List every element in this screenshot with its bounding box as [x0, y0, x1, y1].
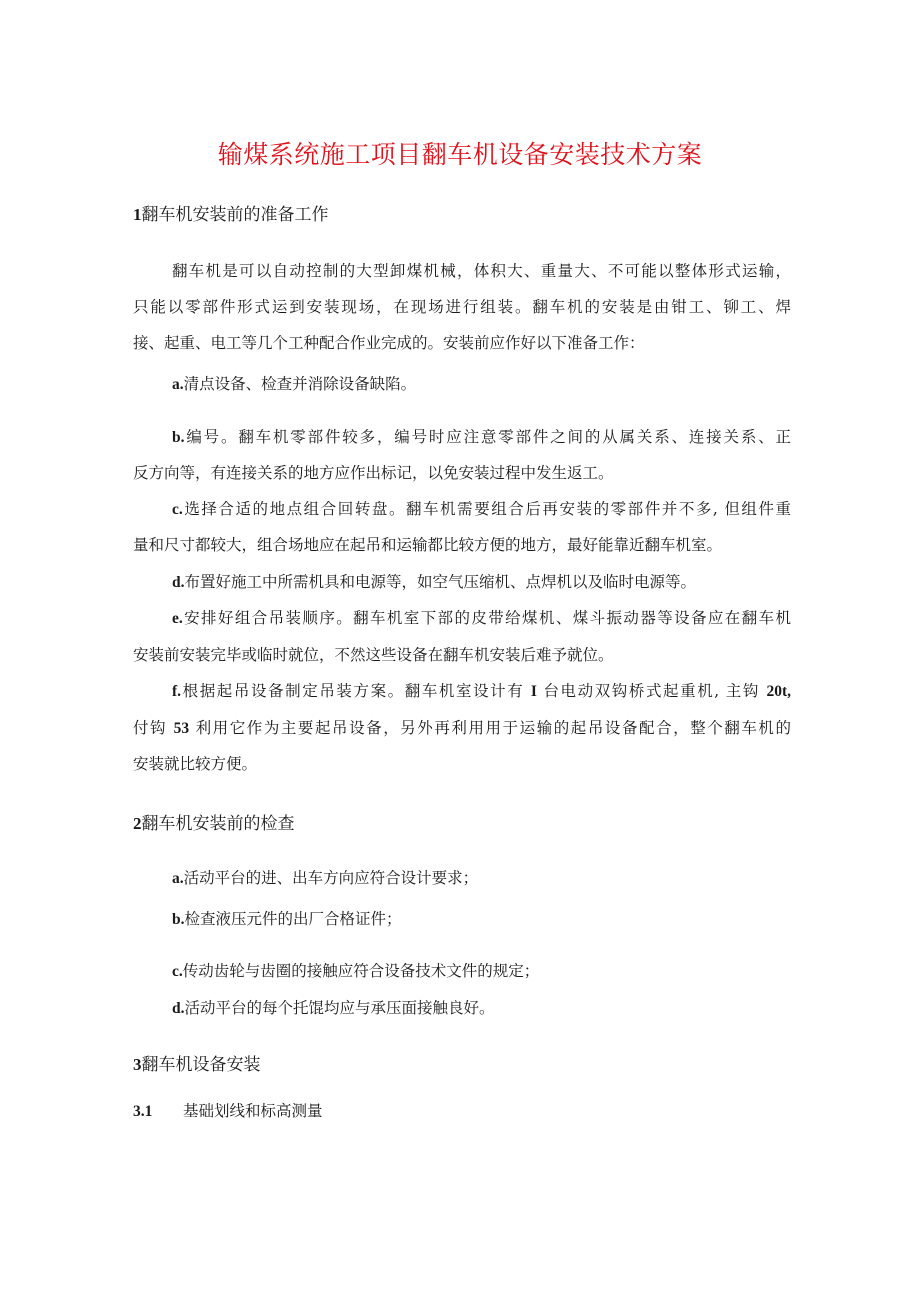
- list-item-b: b.编号。翻车机零部件较多，编号时应注意零部件之间的从属关系、连接关系、正: [172, 428, 791, 446]
- document-title: 输煤系统施工项目翻车机设备安装技术方案: [217, 140, 703, 169]
- subsection-title: 基础划线和标高测量: [183, 1102, 323, 1120]
- list-item-f-cont2: 安装就比较方便。: [133, 755, 258, 773]
- subsection-3-1-heading: [133, 1099, 323, 1124]
- paragraph-line: 翻车机是可以自动控制的大型卸煤机械，体积大、重量大、不可能以整体形式运输，: [172, 262, 791, 280]
- subsection-number: 3.1: [133, 1103, 153, 1120]
- section-number: 2: [133, 814, 142, 833]
- check-item-d: d.活动平台的每个托馄均应与承压面接触良好。: [172, 999, 495, 1017]
- section-number: 1: [133, 205, 142, 224]
- section-title: 翻车机安装前的检查: [141, 814, 295, 834]
- list-item-c-cont: 量和尺寸都较大，组合场地应在起吊和运输都比较方便的地方，最好能靠近翻车机室。: [133, 536, 723, 554]
- list-item-d: d.布置好施工中所需机具和电源等，如空气压缩机、点焊机以及临时电源等。: [172, 573, 697, 591]
- list-item-e: e.安排好组合吊装顺序。翻车机室下部的皮带给煤机、煤斗振动器等设备应在翻车机: [172, 609, 791, 627]
- list-item-f: f.根据起吊设备制定吊装方案。翻车机室设计有 I 台电动双钩桥式起重机, 主钩 20t,: [172, 682, 791, 700]
- list-item-a: a.清点设备、检查并消除设备缺陷。: [172, 375, 417, 393]
- check-item-a: a.活动平台的进、出车方向应符合设计要求；: [172, 869, 479, 887]
- section-3-heading: [133, 1053, 261, 1077]
- list-item-c: c.选择合适的地点组合回转盘。翻车机需要组合后再安装的零部件并不多, 但组件重: [172, 500, 791, 518]
- section-title: 翻车机设备安装: [141, 1055, 261, 1075]
- paragraph-line: 接、起重、电工等几个工种配合作业完成的。安装前应作好以下准备工作：: [133, 334, 645, 352]
- section-title: 翻车机安装前的准备工作: [141, 205, 329, 225]
- list-item-e-cont: 安装前安装完毕或临时就位，不然这些设备在翻车机安装后难予就位。: [133, 646, 614, 664]
- check-item-c: c.传动齿轮与齿圈的接触应符合设备技术文件的规定；: [172, 962, 540, 980]
- paragraph-line: 只能以零部件形式运到安装现场，在现场进行组装。翻车机的安装是由钳工、铆工、焊: [133, 298, 791, 316]
- list-item-f-cont: 付钩 53 利用它作为主要起吊设备，另外再利用用于运输的起吊设备配合，整个翻车机的: [133, 719, 791, 737]
- section-1-heading: [133, 203, 329, 227]
- list-item-b-cont: 反方向等，有连接关系的地方应作出标记，以免安装过程中发生返工。: [133, 464, 614, 482]
- check-item-b: b.检查液压元件的出厂合格证件；: [172, 910, 402, 928]
- section-number: 3: [133, 1055, 142, 1074]
- section-2-heading: [133, 812, 295, 836]
